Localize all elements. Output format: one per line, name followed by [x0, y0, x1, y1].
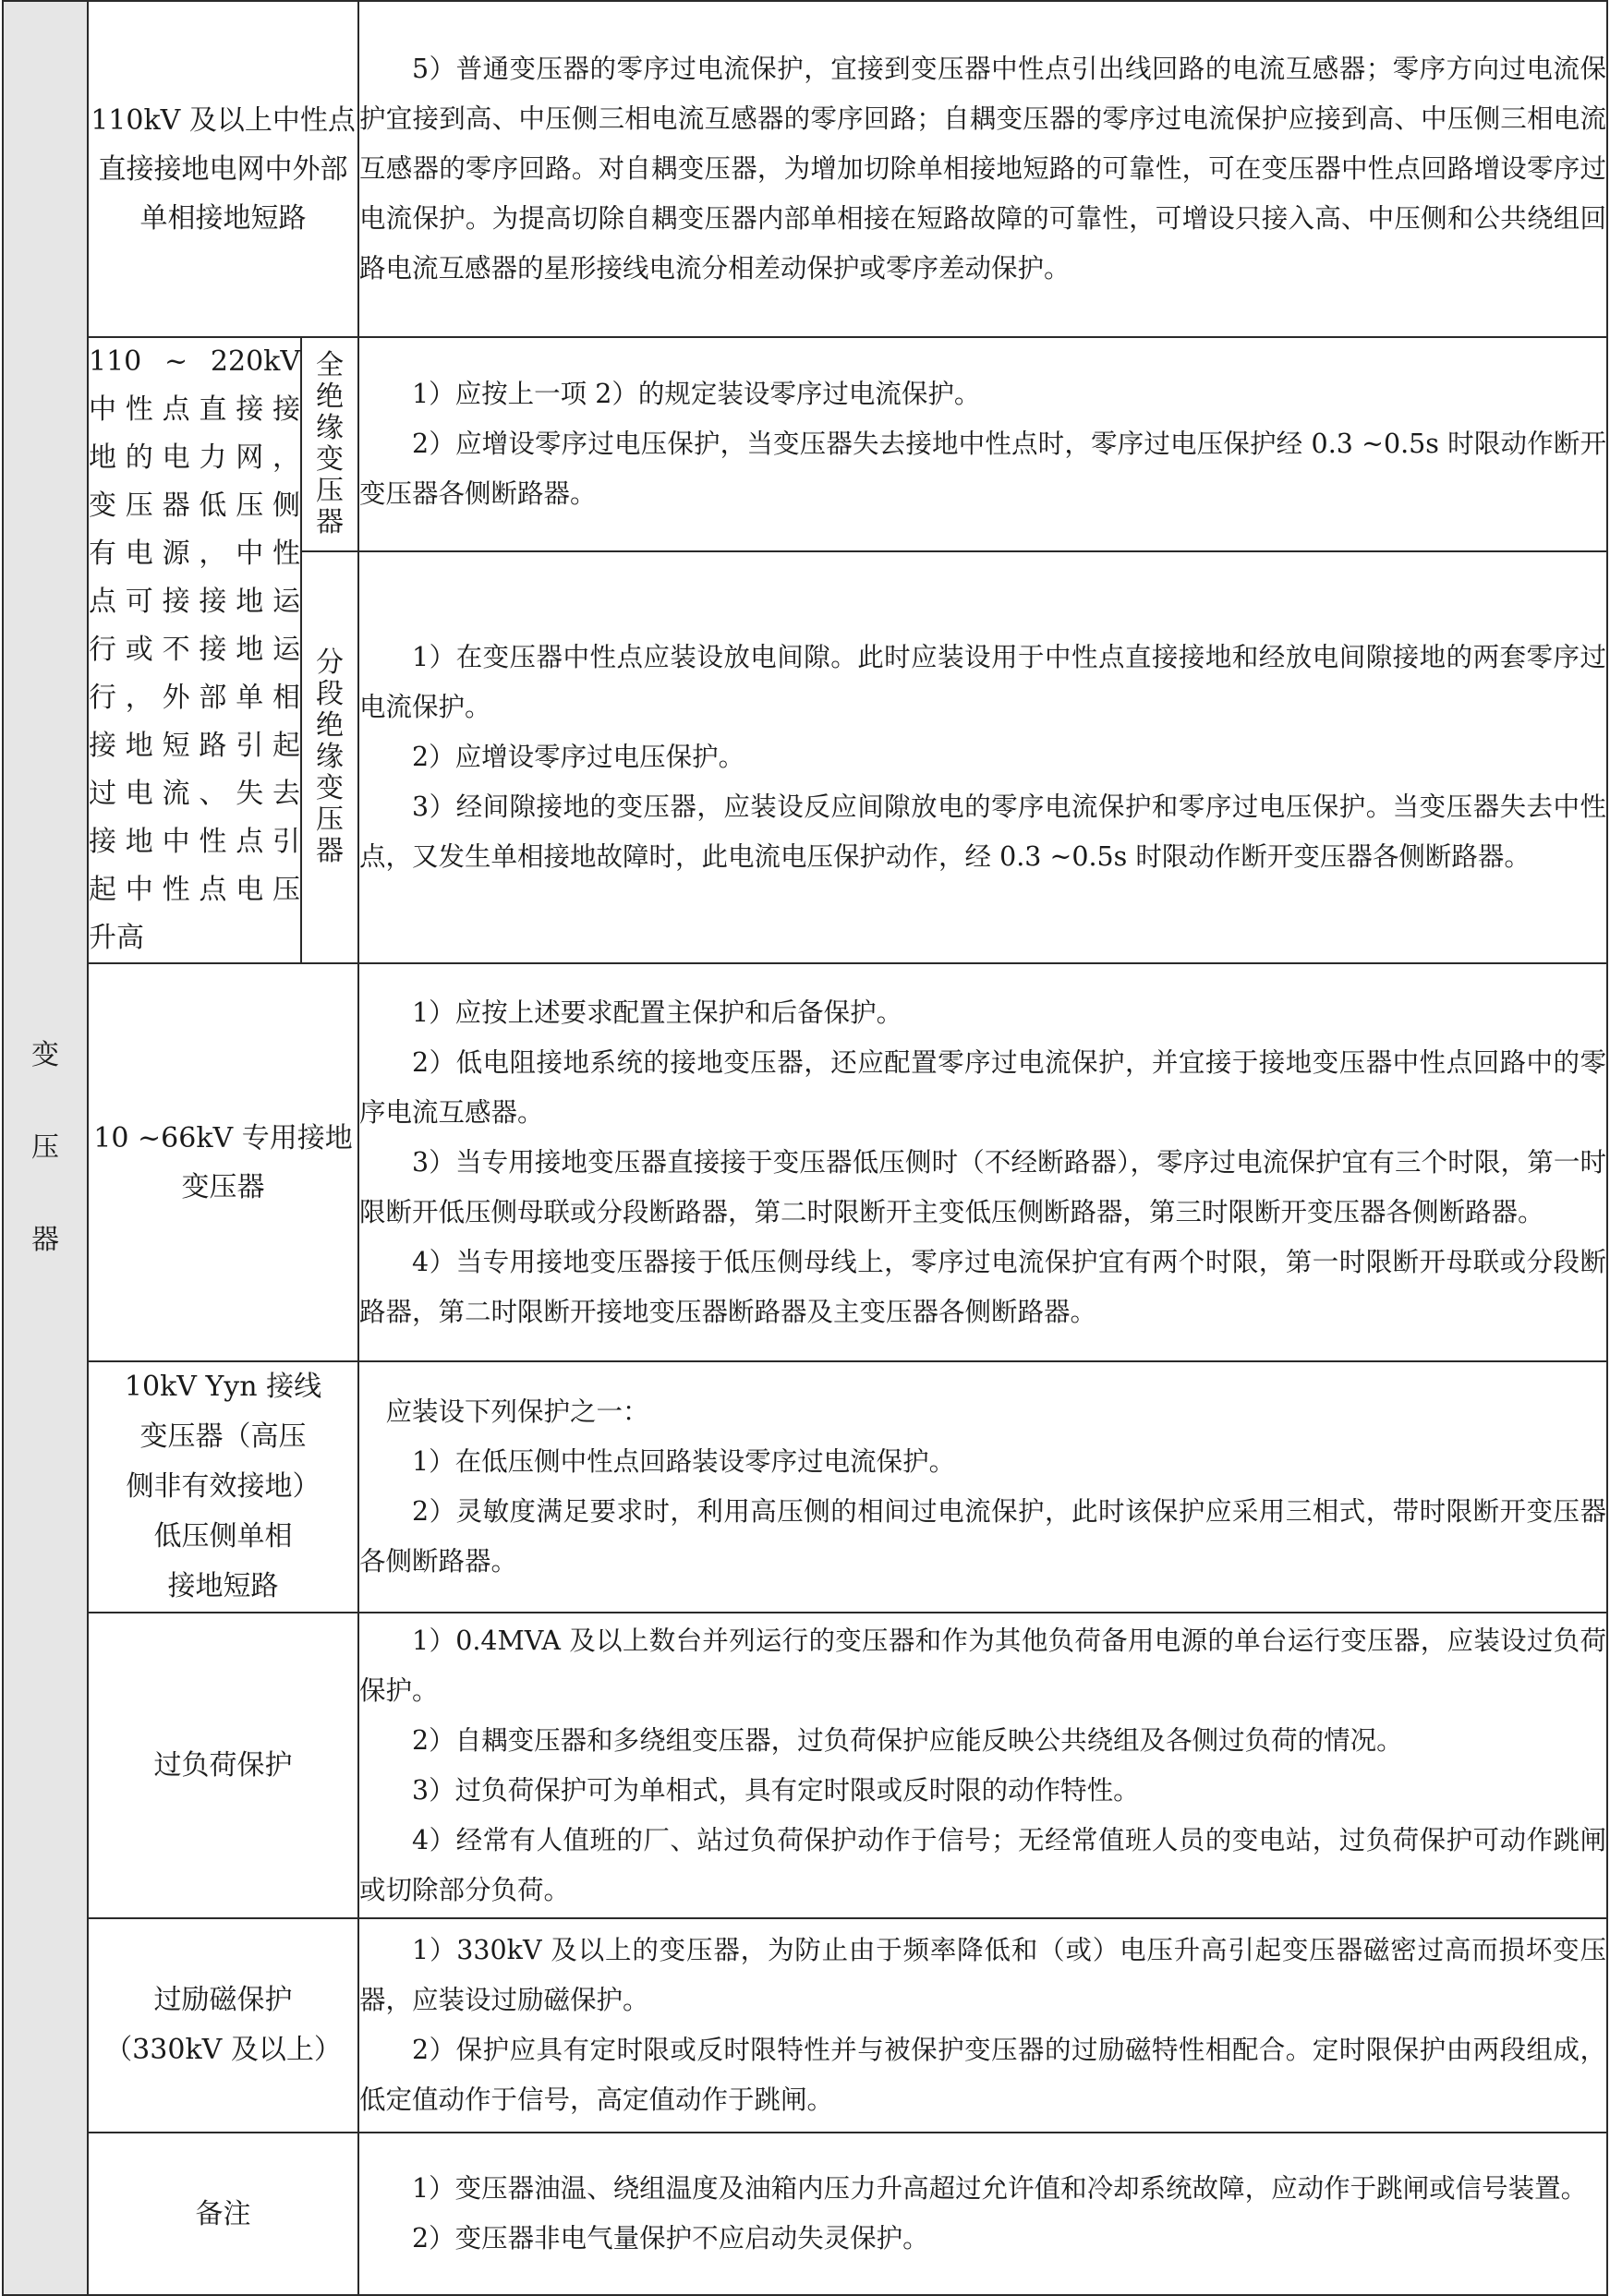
- sub-label-full-insulation: 全 绝 缘 变 压 器: [301, 337, 358, 551]
- row-content: 1）应按上述要求配置主保护和后备保护。 2）低电阻接地系统的接地变压器，还应配置零序过电流保护，并宜接于接地变压器中性点回路中的零序电流互感器。 3）当专用接地变压器直接接于变压器低压侧时（不经断路器），零序过电流保护宜有三个时限，第一时限断开低压侧母联或分段断路器，第二时限断开主变低压侧断路器，第三时限断开变压器各侧断路器。 4）当专用接地变压器接于低压侧母线上，零序过电流保护宜有两个时限，第一时限断开母联或分段断路器，第二时限断开接地变压器断路器及主变压器各侧断路器。: [358, 963, 1607, 1361]
- row-label: 110 ~ 220kV 中性点直接接 地的电力网， 变压器低压侧 有电源，中性 点可接接地运 行或不接地运 行，外部单相 接地短路引起 过电流、失去 接地中性点引 起中性点电压 升高: [88, 337, 301, 963]
- row-content: 1）0.4MVA 及以上数台并列运行的变压器和作为其他负荷备用电源的单台运行变压器，应装设过负荷保护。 2）自耦变压器和多绕组变压器，过负荷保护应能反映公共绕组及各侧过负荷的情况。 3）过负荷保护可为单相式，具有定时限或反时限的动作特性。 4）经常有人值班的厂、站过负荷保护动作于信号；无经常值班人员的变电站，过负荷保护可动作跳闸或切除部分负荷。: [358, 1613, 1607, 1918]
- protection-table: [2, 0, 1608, 2296]
- table-row: [3, 963, 1607, 1361]
- row-content: 5）普通变压器的零序过电流保护，宜接到变压器中性点引出线回路的电流互感器；零序方向过电流保护宜接到高、中压侧三相电流互感器的零序回路；自耦变压器的零序过电流保护应接到高、中压侧三相电流互感器的零序回路。对自耦变压器，为增加切除单相接地短路的可靠性，可在变压器中性点回路增设零序过电流保护。为提高切除自耦变压器内部单相接在短路故障的可靠性，可增设只接入高、中压侧和公共绕组回路电流互感器的星形接线电流分相差动保护或零序差动保护。: [358, 1, 1607, 337]
- table-row: [3, 1613, 1607, 1918]
- row-label: 110kV 及以上中性点直接接地电网中外部单相接地短路: [88, 1, 358, 337]
- row-content: 1）330kV 及以上的变压器，为防止由于频率降低和（或）电压升高引起变压器磁密过高而损坏变压器，应装设过励磁保护。 2）保护应具有定时限或反时限特性并与被保护变压器的过励磁特性相配合。定时限保护由两段组成，低定值动作于信号，高定值动作于跳闸。: [358, 1918, 1607, 2133]
- row-content: 1）变压器油温、绕组温度及油箱内压力升高超过允许值和冷却系统故障，应动作于跳闸或信号装置。 2）变压器非电气量保护不应启动失灵保护。: [358, 2133, 1607, 2295]
- row-label: 备注: [88, 2133, 358, 2295]
- category-cell: [3, 1, 88, 2295]
- row-label: 过负荷保护: [88, 1613, 358, 1918]
- row-label: 10 ~66kV 专用接地变压器: [88, 963, 358, 1361]
- table-row: [3, 337, 1607, 551]
- sub-label-graded-insulation: 分 段 绝 缘 变 压 器: [301, 551, 358, 963]
- row-label: 10kV Yyn 接线 变压器（高压 侧非有效接地） 低压侧单相 接地短路: [88, 1361, 358, 1613]
- row-content: 应装设下列保护之一： 1）在低压侧中性点回路装设零序过电流保护。 2）灵敏度满足要求时，利用高压侧的相间过电流保护，此时该保护应采用三相式，带时限断开变压器各侧断路器。: [358, 1361, 1607, 1613]
- row-content: 1）在变压器中性点应装设放电间隙。此时应装设用于中性点直接接地和经放电间隙接地的两套零序过电流保护。 2）应增设零序过电压保护。 3）经间隙接地的变压器，应装设反应间隙放电的零序电流保护和零序过电压保护。当变压器失去中性点，又发生单相接地故障时，此电流电压保护动作，经 0.3 ~0.5s 时限动作断开变压器各侧断路器。: [358, 551, 1607, 963]
- table-row: [3, 1361, 1607, 1613]
- category-label: 变 压 器: [31, 1039, 59, 1256]
- table-row: [3, 2133, 1607, 2295]
- row-label: 过励磁保护 （330kV 及以上）: [88, 1918, 358, 2133]
- table-row: [3, 1918, 1607, 2133]
- table-row: [3, 1, 1607, 337]
- row-content: 1）应按上一项 2）的规定装设零序过电流保护。 2）应增设零序过电压保护，当变压器失去接地中性点时，零序过电压保护经 0.3 ~0.5s 时限动作断开变压器各侧断路器。: [358, 337, 1607, 551]
